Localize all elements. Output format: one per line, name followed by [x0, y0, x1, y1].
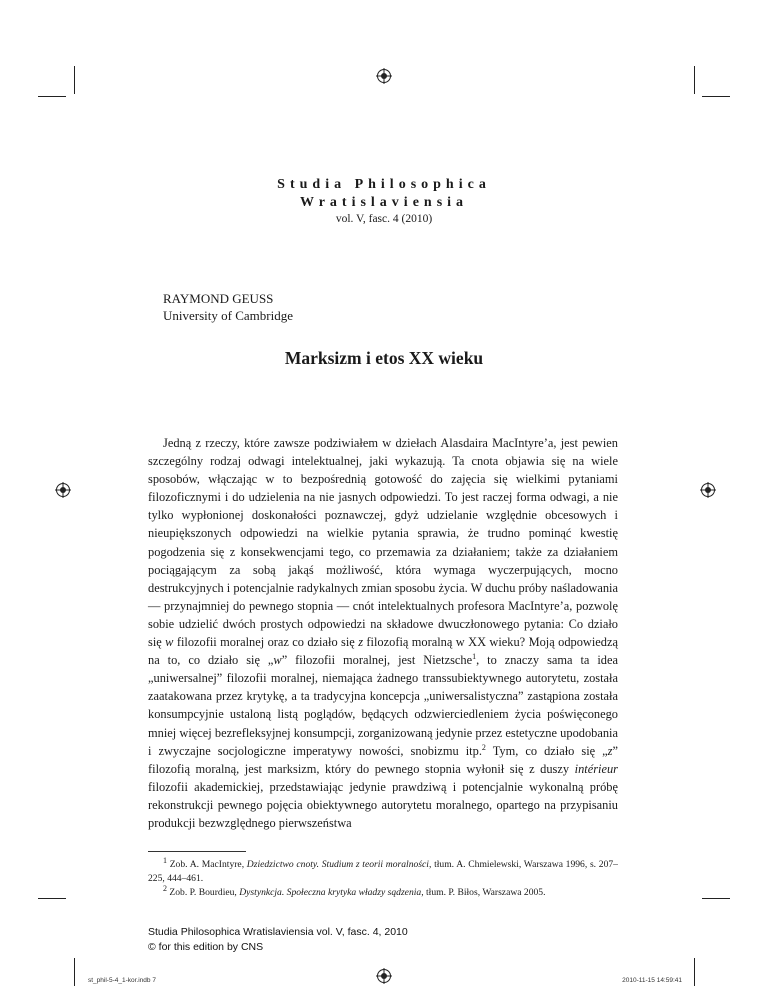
- footnote-2: $^2$ Zob. P. Bourdieu, Dystynkcja. Społeczna krytyka władzy sądzenia, tłum. P. Biłos, Warszawa 2005.: [163, 883, 546, 898]
- author-affiliation: University of Cambridge: [163, 308, 293, 323]
- author-name: RAYMOND GEUSS: [163, 291, 274, 306]
- registration-mark-icon: [700, 482, 716, 498]
- crop-mark: [74, 66, 75, 94]
- crop-mark: [694, 958, 695, 986]
- crop-mark: [702, 898, 730, 899]
- registration-mark-icon: [376, 68, 392, 84]
- footnotes: [148, 855, 618, 900]
- copyright-notice: [148, 925, 408, 955]
- copyright-line2: © for this edition by CNS: [148, 941, 264, 953]
- registration-mark-icon: [376, 968, 392, 984]
- crop-mark: [38, 898, 66, 899]
- footnote-ref[interactable]: 2: [481, 742, 486, 752]
- registration-mark-icon: [55, 482, 71, 498]
- journal-header: [0, 176, 768, 227]
- footnote-divider: [148, 851, 246, 852]
- article-title: Marksizm i etos XX wieku: [284, 348, 484, 368]
- body-paragraph: Jedną z rzeczy, które zawsze podziwiałem w dziełach Alasdaira MacIntyre’a, jest pewien szczególny rodzaj odwagi intelektualnej, jaki wykazują. Ta cnota objawia się na wiele sposobów, włączając w to bezpośrednią gotowość do zajęcia się wielkimi pytaniami filozoficznymi i do udzielenia na nie jasnych odpowiedzi. To jest raczej forma odwagi, a nie tylko wypłonionej doskonałości poznawczej, gdyż udzielanie względnie obcesowych i nieupiększonych odpowiedzi na wielkie pytania sprawia, że trudno pominąć kwestię pogodzenia się z konsekwencjami tego, co przemawia za działaniem; także za działaniem pociągającym za sobą jakąś możliwość, która wymaga wyczerpujących, mocno destrukcyjnych i potencjalnie radykalnych zmian sposobu życia. W duchu próby naśladowania — przynajmniej do pewnego stopnia — cnót intelektualnych profesora MacIntyre’a, pozwolę sobie udzielić dwóch prostych odpowiedzi na składowe dwuczłonowego pytania: Co działo się w filozofii moralnej oraz co działo się z filozofią moralną w XX wieku? Moją odpowiedzą na to, co działo się „w” filozofii moralnej, jest Nietzsche$^1$, to znaczy sama ta idea „uniwersalnej” filozofii moralnej, niemająca żadnego transsubiektywnego autorytetu, została zaatakowana przez krytykę, a ta tradycyjna koncepcja „uniwersalistyczna” zastąpiona została konsumpcyjnie ustaloną listą poglądów, będących odzwierciedleniem życia poświęconego mniej więcej bezrefleksyjnej konsumpcji, zorganizowaną jedynie przez estetyczne upodobania i zwyczajne socjologiczne imperatywy nowości, snobizmu itp.$^2$ Tym, co działo się „z” filozofią moralną, jest marksizm, który do pewnego stopnia wyłonił się z duszy intérieur filozofii akademickiej, przedstawiając jedynie prawdziwą i potencjalnie wykonalną próbę rekonstrukcji pewnego pojęcia obiektywnego autorytetu moralnego, opartego na przypisaniu produkcji bezwzględnego pierwszeństwa: [148, 436, 619, 830]
- print-slug-timestamp: 2010-11-15 14:59:41: [622, 977, 682, 984]
- crop-mark: [38, 96, 66, 97]
- crop-mark: [702, 96, 730, 97]
- journal-title-line2: Wratislaviensia: [299, 195, 469, 210]
- journal-volume: vol. V, fasc. 4 (2010): [335, 213, 433, 225]
- journal-title-line1: Studia Philosophica: [277, 177, 491, 192]
- author-block: [163, 290, 293, 324]
- footnote-1: $^1$ Zob. A. MacIntyre, Dziedzictwo cnoty. Studium z teorii moralności, tłum. A. Chmielewski, Warszawa 1996, s. 207–225, 444–461.: [148, 855, 618, 884]
- article-body: [148, 434, 618, 832]
- print-slug-file: st_phil-5-4_1-kor.indb 7: [88, 977, 156, 984]
- crop-mark: [694, 66, 695, 94]
- crop-mark: [74, 958, 75, 986]
- copyright-line1: Studia Philosophica Wratislaviensia vol. V, fasc. 4, 2010: [148, 926, 408, 938]
- footnote-ref[interactable]: 1: [472, 652, 477, 661]
